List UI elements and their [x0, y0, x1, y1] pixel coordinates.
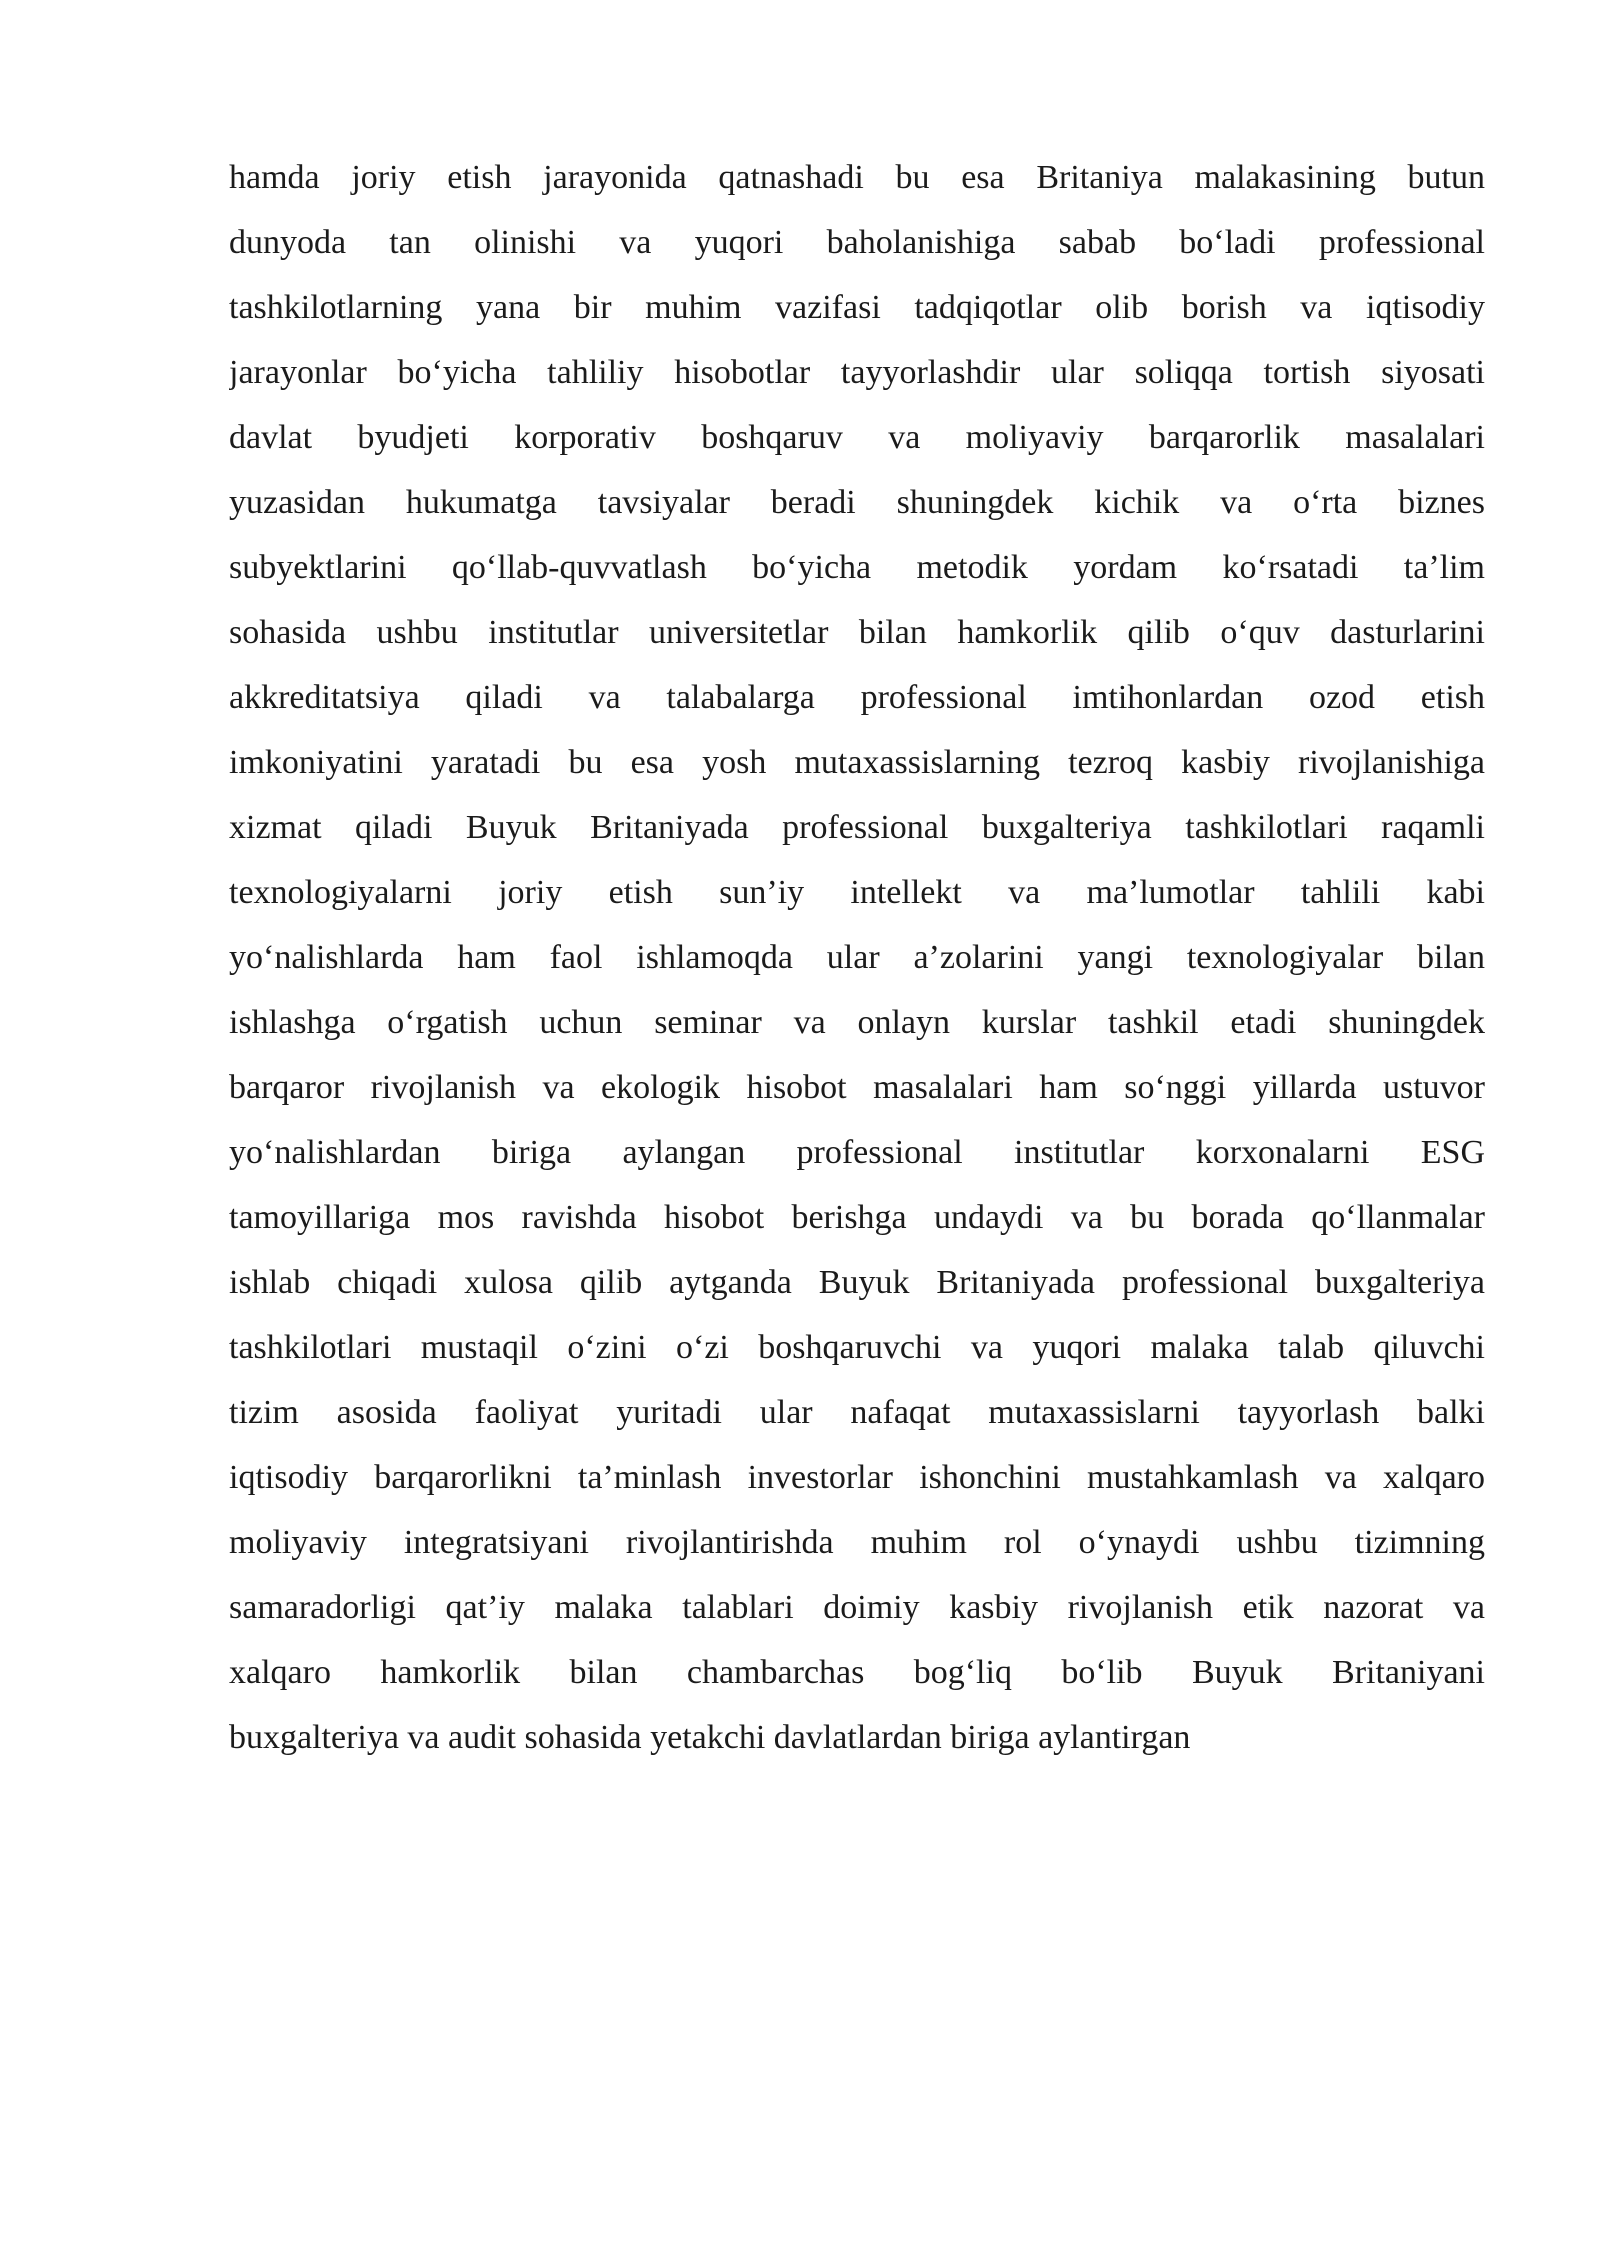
text-line: jarayonlar bo‘yicha tahliliy hisobotlar tayyorlashdir ular soliqqa tortish siyosati — [229, 354, 1485, 391]
text-line: samaradorligi qat’iy malaka talablari doimiy kasbiy rivojlanish etik nazorat va — [229, 1589, 1485, 1626]
text-line: hamda joriy etish jarayonida qatnashadi bu esa Britaniya malakasining butun — [229, 159, 1485, 196]
text-line: xizmat qiladi Buyuk Britaniyada professional buxgalteriya tashkilotlari raqamli — [229, 809, 1485, 846]
text-line: ishlab chiqadi xulosa qilib aytganda Buyuk Britaniyada professional buxgalteriya — [229, 1264, 1485, 1301]
text-line: imkoniyatini yaratadi bu esa yosh mutaxassislarning tezroq kasbiy rivojlanishiga — [229, 744, 1485, 781]
text-line: tamoyillariga mos ravishda hisobot berishga undaydi va bu borada qo‘llanmalar — [229, 1199, 1485, 1236]
text-line: yo‘nalishlarda ham faol ishlamoqda ular a’zolarini yangi texnologiyalar bilan — [229, 939, 1485, 976]
text-line: tashkilotlarning yana bir muhim vazifasi tadqiqotlar olib borish va iqtisodiy — [229, 289, 1485, 326]
text-line: tizim asosida faoliyat yuritadi ular nafaqat mutaxassislarni tayyorlash balki — [229, 1394, 1485, 1431]
text-line-last: buxgalteriya va audit sohasida yetakchi davlatlardan biriga aylantirgan — [229, 1719, 1191, 1756]
text-line: texnologiyalarni joriy etish sun’iy intellekt va ma’lumotlar tahlili kabi — [229, 874, 1485, 911]
text-line: xalqaro hamkorlik bilan chambarchas bog‘liq bo‘lib Buyuk Britaniyani — [229, 1654, 1485, 1691]
text-line: yo‘nalishlardan biriga aylangan professional institutlar korxonalarni ESG — [229, 1134, 1485, 1171]
text-line: subyektlarini qo‘llab-quvvatlash bo‘yicha metodik yordam ko‘rsatadi ta’lim — [229, 549, 1485, 586]
text-line: yuzasidan hukumatga tavsiyalar beradi shuningdek kichik va o‘rta biznes — [229, 484, 1485, 521]
text-line: dunyoda tan olinishi va yuqori baholanishiga sabab bo‘ladi professional — [229, 224, 1485, 261]
text-line: ishlashga o‘rgatish uchun seminar va onlayn kurslar tashkil etadi shuningdek — [229, 1004, 1485, 1041]
text-line: barqaror rivojlanish va ekologik hisobot masalalari ham so‘nggi yillarda ustuvor — [229, 1069, 1485, 1106]
text-line: moliyaviy integratsiyani rivojlantirishda muhim rol o‘ynaydi ushbu tizimning — [229, 1524, 1485, 1561]
text-line: davlat byudjeti korporativ boshqaruv va moliyaviy barqarorlik masalalari — [229, 419, 1485, 456]
body-paragraph — [229, 145, 1485, 1770]
text-line: tashkilotlari mustaqil o‘zini o‘zi boshqaruvchi va yuqori malaka talab qiluvchi — [229, 1329, 1485, 1366]
text-line: sohasida ushbu institutlar universitetlar bilan hamkorlik qilib o‘quv dasturlarini — [229, 614, 1485, 651]
text-line: iqtisodiy barqarorlikni ta’minlash investorlar ishonchini mustahkamlash va xalqaro — [229, 1459, 1485, 1496]
text-line: akkreditatsiya qiladi va talabalarga professional imtihonlardan ozod etish — [229, 679, 1485, 716]
